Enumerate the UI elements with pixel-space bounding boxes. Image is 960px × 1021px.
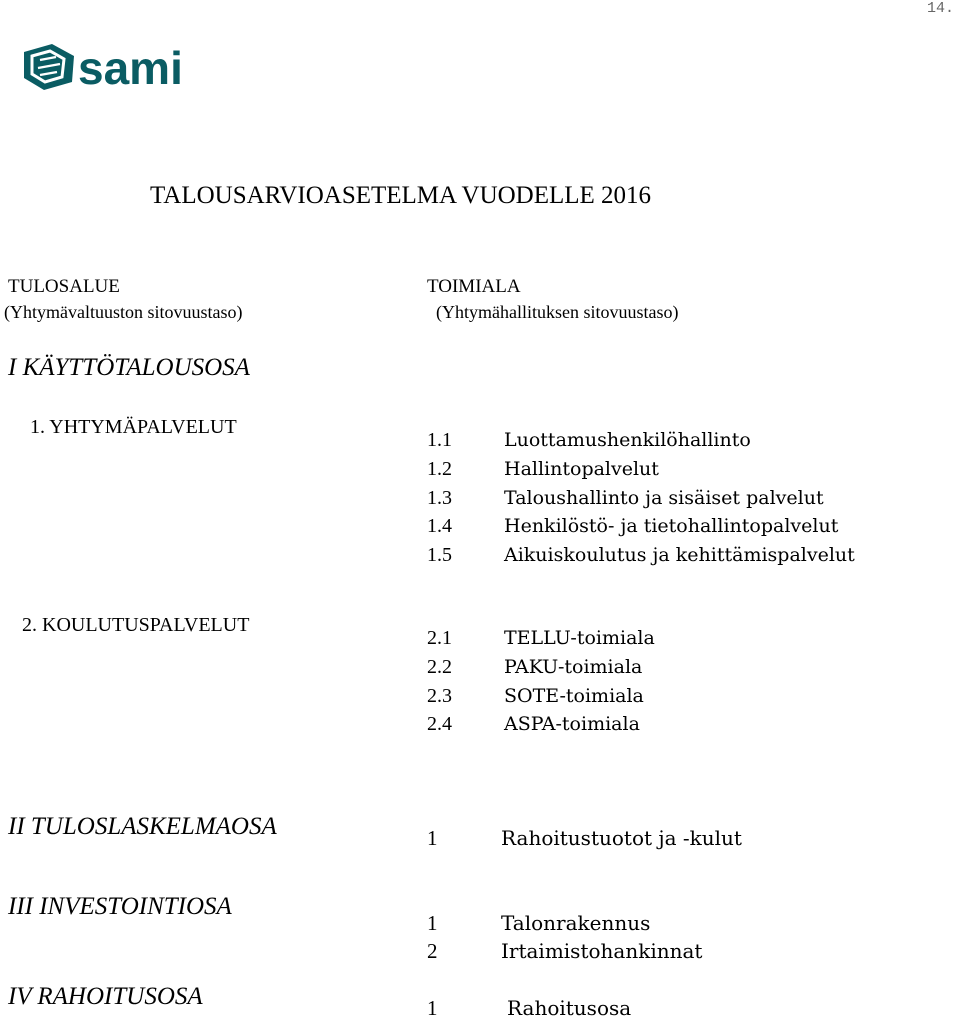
list-item: [427, 653, 655, 682]
item-label: Irtaimistohankinnat: [501, 939, 703, 963]
item-number: 1.4: [427, 515, 452, 538]
item-list-yhtymapalvelut: [427, 426, 855, 570]
list-item: [427, 710, 655, 739]
list-item: [427, 996, 631, 1021]
item-label: Aikuiskoulutus ja kehittämispalvelut: [504, 544, 855, 567]
item-number: 2: [427, 939, 438, 963]
left-header-title: TULOSALUE: [8, 276, 120, 297]
list-item: [427, 624, 655, 653]
section-title-kayttotalousosa: I KÄYTTÖTALOUSOSA: [8, 354, 250, 381]
list-item: [427, 541, 855, 570]
right-header-title: TOIMIALA: [427, 276, 521, 297]
left-header-subtitle: (Yhtymävaltuuston sitovuustaso): [4, 302, 243, 322]
item-label: Talonrakennus: [501, 911, 651, 935]
item-label: ASPA-toimiala: [504, 713, 640, 736]
list-item: [427, 911, 650, 936]
item-number: 1.5: [427, 544, 452, 567]
list-item: [427, 939, 702, 964]
item-number: 1: [427, 996, 438, 1020]
item-number: 2.2: [427, 655, 452, 678]
item-label: Rahoitustuotot ja -kulut: [501, 826, 742, 850]
item-label: Taloushallinto ja sisäiset palvelut: [504, 486, 824, 509]
section-title-tuloslaskelmaosa: II TULOSLASKELMAOSA: [8, 813, 277, 840]
item-label: PAKU-toimiala: [504, 655, 643, 678]
item-label: Luottamushenkilöhallinto: [504, 429, 751, 451]
logo-emblem-icon: [24, 44, 74, 90]
list-item: [427, 826, 742, 851]
item-number: 2.3: [427, 684, 452, 707]
item-number: 1: [427, 826, 438, 850]
list-item: [427, 682, 655, 711]
document-title: TALOUSARVIOASETELMA VUODELLE 2016: [150, 182, 652, 209]
item-label: Rahoitusosa: [507, 996, 632, 1020]
item-list-koulutuspalvelut: [427, 624, 655, 739]
area-label-koulutuspalvelut: 2. KOULUTUSPALVELUT: [22, 614, 250, 636]
section-title-investointiosa: III INVESTOINTIOSA: [8, 893, 232, 920]
item-label: TELLU-toimiala: [504, 627, 655, 649]
item-number: 2.1: [427, 627, 452, 649]
logo-wordmark: sami: [78, 42, 183, 92]
page-number: 14.: [926, 0, 954, 17]
section-title-rahoitusosa: IV RAHOITUSOSA: [8, 983, 203, 1010]
item-number: 1.2: [427, 457, 452, 480]
right-header-subtitle: (Yhtymähallituksen sitovuustaso): [436, 302, 679, 322]
list-item: [427, 455, 855, 484]
list-item: [427, 426, 855, 455]
item-number: 2.4: [427, 713, 452, 736]
list-item: [427, 484, 855, 513]
sami-logo: [22, 42, 222, 92]
item-label: Henkilöstö- ja tietohallintopalvelut: [504, 515, 839, 538]
item-number: 1.3: [427, 486, 452, 509]
area-label-yhtymapalvelut: 1. YHTYMÄPALVELUT: [30, 416, 237, 438]
list-item: [427, 512, 855, 541]
item-number: 1.1: [427, 429, 452, 451]
item-label: Hallintopalvelut: [504, 457, 659, 480]
item-number: 1: [427, 911, 438, 935]
item-label: SOTE-toimiala: [504, 684, 644, 707]
